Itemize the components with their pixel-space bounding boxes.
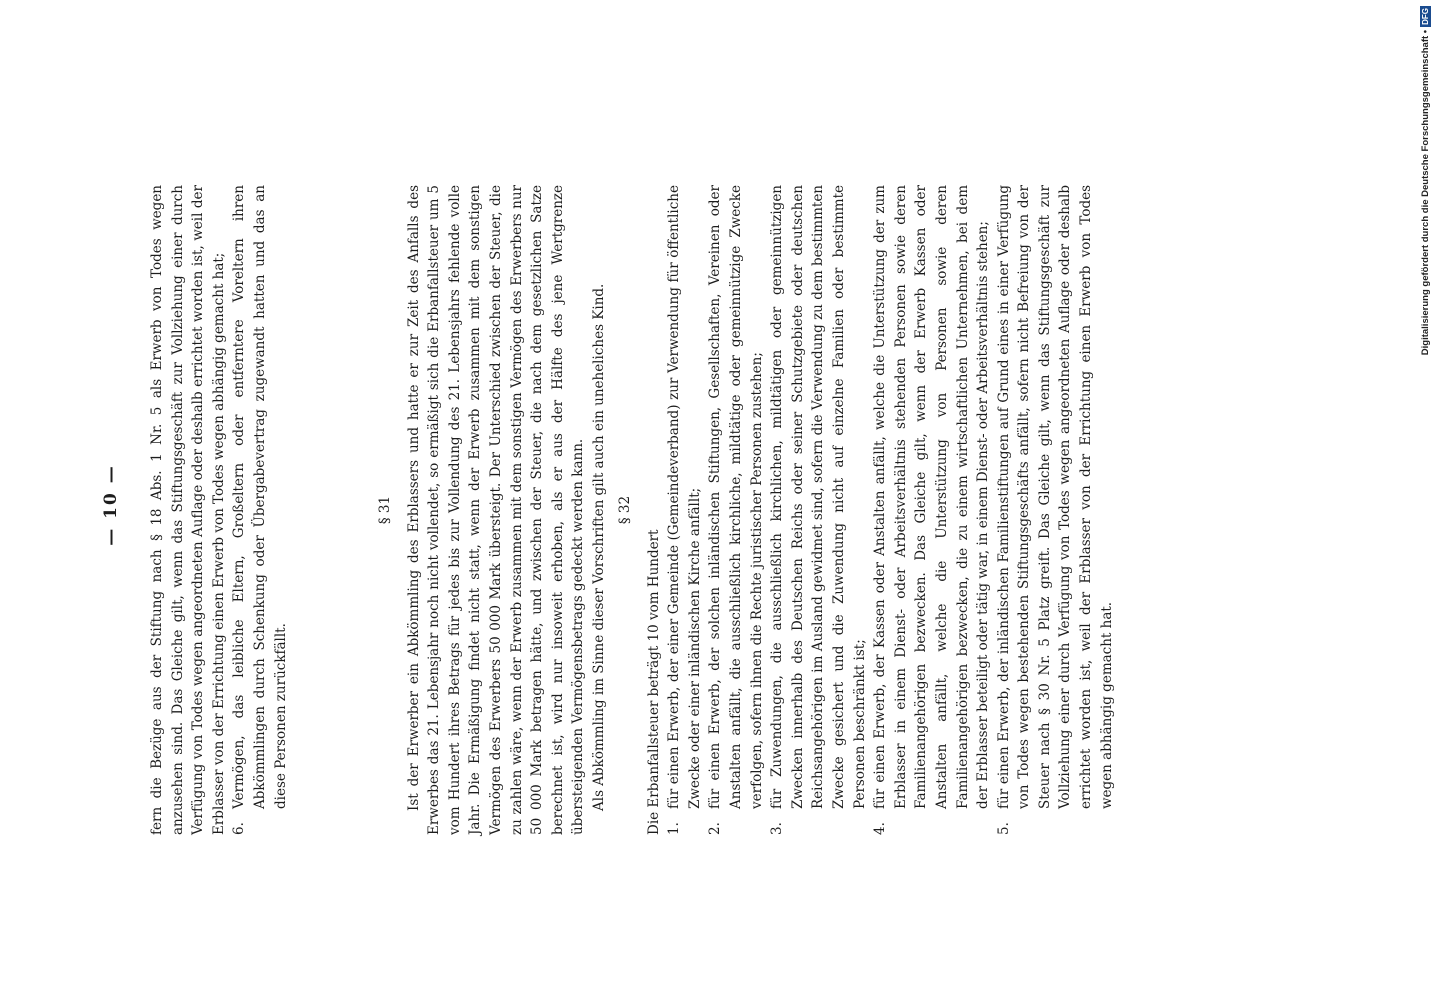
list-item xyxy=(767,185,870,835)
list-item xyxy=(229,185,291,835)
section-intro: Die Erbanfallsteuer beträgt 10 vom Hundert xyxy=(645,529,662,835)
scanned-page xyxy=(75,145,1290,865)
section-30-continuation xyxy=(147,185,291,835)
item-number: 4. xyxy=(872,822,889,835)
item-number: 6. xyxy=(231,822,248,835)
item-text: für einen Erwerb, der einer Gemeinde (Gemeindeverband) zur Verwendung für öffentliche Zwecke oder einer inländischen Kirche anfällt; xyxy=(666,185,703,809)
paragraph: fern die Bezüge aus der Stiftung nach § 18 Abs. 1 Nr. 5 als Erwerb von Todes wegen anzusehen sind. Das Gleiche gilt, wenn das Stiftungsgeschäft zur Vollziehung einer durch Verfügung von Todes wegen angeordneten Auflage oder deshalb errichtet worden ist, weil der Erblasser von der Errichtung einen Erwerb von Todes wegen abhängig gemacht hat; xyxy=(149,185,227,835)
list-item xyxy=(994,185,1118,835)
funding-notice xyxy=(1415,6,1434,392)
list-item xyxy=(664,185,705,835)
item-text: für einen Erwerb, der Kassen oder Anstalten anfällt, welche die Unterstützung der zum Erblasser in einem Dienst- oder Arbeitsverhältnis stehenden Personen sowie deren Familienangehörigen bezwecken. Das Gleiche gilt, wenn der Erwerb Kassen oder Anstalten anfällt, welche die Unterstützung von Personen sowie deren Familienangehörigen bezwecken, die zu einem wirtschaftlichen Unternehmen, bei dem der Erblasser beteiligt oder tätig war, in einem Dienst- oder Arbeitsverhältnis stehen; xyxy=(872,185,992,809)
item-text: für einen Erwerb, der inländischen Familienstiftungen auf Grund eines in einer Verfügung von Todes wegen bestehenden Stiftungsgeschäfts anfällt, sofern nicht Befreiung von der Steuer nach § 30 Nr. 5 Platz greift. Das Gleiche gilt, wenn das Stiftungsgeschäft zur Vollziehung einer durch Verfügung von Todes wegen angeordneten Auflage oder deshalb errichtet worden ist, weil der Erblasser von der Errichtung einen Erwerb von Todes wegen abhängig gemacht hat. xyxy=(995,185,1115,809)
item-number: 5. xyxy=(995,822,1012,835)
item-number: 1. xyxy=(666,822,683,835)
item-text: für einen Erwerb, der solchen inländischen Stiftungen, Gesellschaften, Vereinen oder Anstalten anfällt, die ausschließlich kirchliche, mildtätige oder gemeinnützige Zwecke verfolgen, sofern ihnen die Rechte juristischer Personen zustehen; xyxy=(707,185,765,809)
section-heading: § 32 xyxy=(617,495,633,525)
item-text: Vermögen, das leibliche Eltern, Großeltern oder entferntere Voreltern ihren Abkömmlingen durch Schenkung oder Übergabevertrag zugewandt hatten und das an diese Personen zurückfällt. xyxy=(231,185,289,809)
dfg-logo: DFG xyxy=(1420,8,1430,25)
running-head: — 10 — xyxy=(101,464,121,546)
section-heading: § 31 xyxy=(377,495,393,525)
item-number: 2. xyxy=(707,822,724,835)
list-item xyxy=(705,185,767,835)
funding-notice-text: Digitalisierung gefördert durch die Deutsche Forschungsgemeinschaft • xyxy=(1419,29,1431,356)
paragraph: Ist der Erwerber ein Abkömmling des Erblassers und hatte er zur Zeit des Anfalls des Erwerbes das 21. Lebensjahr noch nicht vollendet, so ermäßigt sich die Erbanfallsteuer um 5 vom Hundert ihres Betrags für jedes bis zur Vollendung des 21. Lebensjahrs fehlende volle Jahr. Die Ermäßigung findet nicht statt, wenn der Erwerb zusammen mit dem sonstigen Vermögen des Erwerbers 50 000 Mark übersteigt. Der Unterschied zwischen der Steuer, die zu zahlen wäre, wenn der Erwerb zusammen mit dem sonstigen Vermögen des Erwerbers nur 50 000 Mark betragen hätte, und zwischen der Steuer, die nach dem gesetzlichen Satze berechnet ist, wird nur insoweit erhoben, als er aus der Hälfte des jene Wertgrenze übersteigenden Vermögensbetrags gedeckt werden kann. xyxy=(405,185,587,835)
section-32 xyxy=(605,185,1117,835)
item-text: für Zuwendungen, die ausschließlich kirchlichen, mildtätigen oder gemeinnützigen Zwecken innerhalb des Deutschen Reichs oder seiner Schutzgebiete oder deutschen Reichsangehörigen im Ausland gewidmet sind, sofern die Verwendung zu dem bestimmten Zwecke gesichert und die Zuwendung nicht auf einzelne Familien oder bestimmte Personen beschränkt ist; xyxy=(769,185,868,809)
item-number: 3. xyxy=(769,822,786,835)
paragraph: Als Abkömmling im Sinne dieser Vorschriften gilt auch ein uneheliches Kind. xyxy=(590,283,607,811)
section-31 xyxy=(365,185,610,835)
list-item xyxy=(870,185,994,835)
